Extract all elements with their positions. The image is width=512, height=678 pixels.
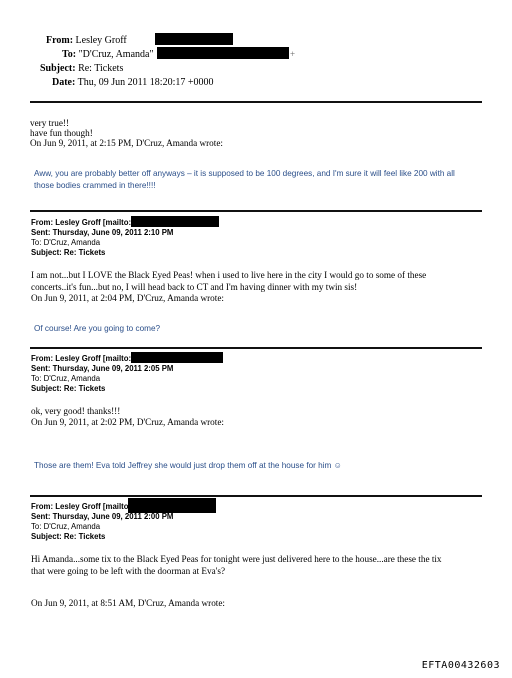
to-value: "D'Cruz, Amanda" (78, 49, 154, 60)
message-line: On Jun 9, 2011, at 2:04 PM, D'Cruz, Amanda wrote: (31, 293, 224, 303)
message-line: have fun though! (30, 128, 93, 138)
from-value: Lesley Groff (75, 35, 127, 46)
quoted-line: Of course! Are you going to come? (34, 324, 161, 333)
message-line: On Jun 9, 2011, at 2:15 PM, D'Cruz, Amanda wrote: (30, 138, 223, 148)
divider (30, 210, 482, 212)
to-line (62, 50, 154, 60)
message-line: very true!! (30, 118, 70, 128)
subject-line (40, 64, 123, 74)
quoted-line: those bodies crammed in there!!!! (34, 181, 156, 190)
header-sent: Sent: Thursday, June 09, 2011 2:05 PM (31, 364, 174, 373)
to-trailer: + (290, 49, 296, 59)
message-line: On Jun 9, 2011, at 2:02 PM, D'Cruz, Amanda wrote: (31, 417, 224, 427)
divider (30, 495, 482, 497)
from-line (46, 36, 127, 46)
header-subject: Subject: Re: Tickets (31, 384, 106, 393)
message-line: I am not...but I LOVE the Black Eyed Peas! when i used to live here in the city I would go to some of these (31, 270, 427, 280)
redaction-box (131, 352, 223, 363)
subject-label: Subject: (40, 63, 76, 74)
message-line: that were going to be left with the doorman at Eva's? (31, 566, 226, 576)
header-subject: Subject: Re: Tickets (31, 532, 106, 541)
date-value: Thu, 09 Jun 2011 18:20:17 +0000 (77, 77, 214, 88)
header-subject: Subject: Re: Tickets (31, 248, 106, 257)
redaction-box (155, 33, 233, 45)
header-sent: Sent: Thursday, June 09, 2011 2:00 PM (31, 512, 174, 521)
header-from: From: Lesley Groff [mailto (31, 502, 129, 511)
header-from: From: Lesley Groff [mailto: (31, 354, 132, 363)
date-label: Date: (52, 77, 76, 88)
message-line: ok, very good! thanks!!! (31, 406, 121, 416)
subject-value: Re: Tickets (78, 63, 124, 74)
date-line (52, 78, 213, 88)
bates-number: EFTA00432603 (421, 660, 500, 671)
header-to: To: D'Cruz, Amanda (31, 522, 101, 531)
header-sent: Sent: Thursday, June 09, 2011 2:10 PM (31, 228, 174, 237)
redaction-box (128, 498, 216, 513)
header-to: To: D'Cruz, Amanda (31, 374, 101, 383)
message-line: On Jun 9, 2011, at 8:51 AM, D'Cruz, Amanda wrote: (31, 598, 225, 608)
header-to: To: D'Cruz, Amanda (31, 238, 101, 247)
redaction-box (157, 47, 289, 59)
message-line: concerts..it's fun...but no, I will head back to CT and I'm having dinner with my twin sis! (31, 282, 358, 292)
divider (30, 101, 482, 103)
message-line: Hi Amanda...some tix to the Black Eyed Peas for tonight were just delivered here to the house...are these the tix (31, 554, 442, 564)
quoted-line: Those are them! Eva told Jeffrey she would just drop them off at the house for him ☺ (34, 461, 342, 470)
from-label: From: (46, 35, 74, 46)
header-from: From: Lesley Groff [mailto: (31, 218, 132, 227)
redaction-box (131, 216, 219, 227)
quoted-line: Aww, you are probably better off anyways – it is supposed to be 100 degrees, and I'm sure it will feel like 200 with all (34, 169, 455, 178)
divider (30, 347, 482, 349)
to-label: To: (62, 49, 77, 60)
